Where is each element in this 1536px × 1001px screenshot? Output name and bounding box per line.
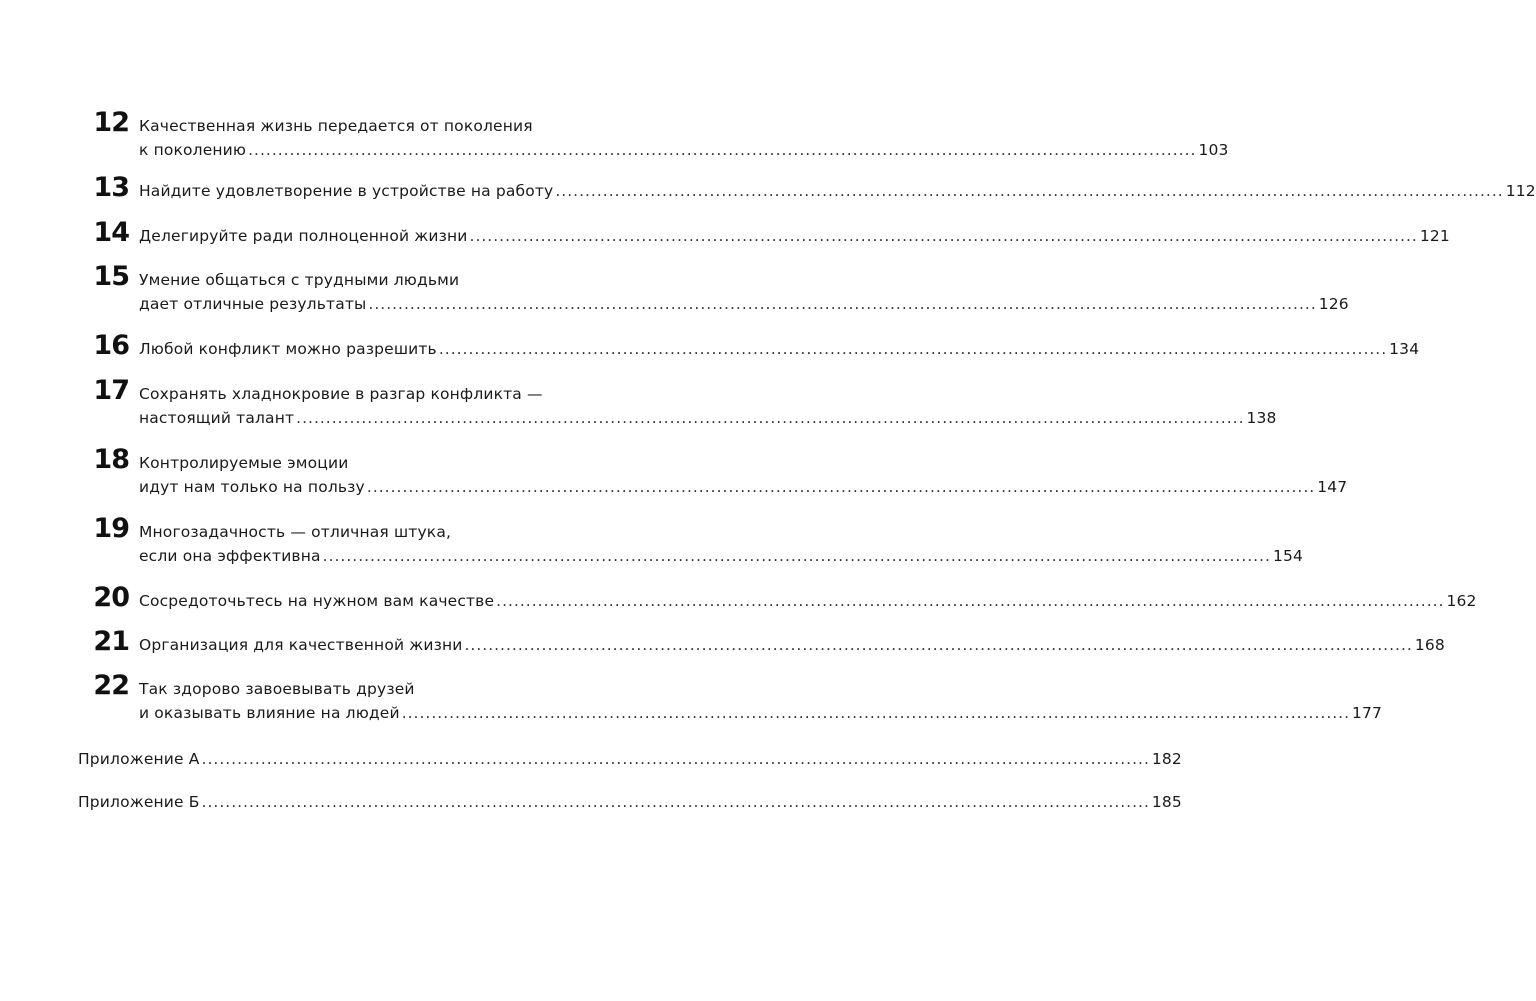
toc-line: [139, 180, 1536, 202]
page-number: 185: [1151, 793, 1182, 811]
toc-line: [78, 748, 1182, 770]
chapter-number: 15: [93, 261, 129, 292]
dot-leader: ................................................................................................................................................................: [469, 227, 1418, 245]
toc-line: [139, 225, 1450, 247]
toc-line: [139, 634, 1445, 656]
chapter-number: 22: [93, 670, 129, 701]
page-number: 162: [1446, 592, 1477, 610]
toc-line: [139, 338, 1420, 360]
toc-line: [139, 476, 1348, 498]
dot-leader: ................................................................................................................................................................: [401, 704, 1351, 722]
page-number: 134: [1389, 340, 1420, 358]
page-number: 168: [1414, 636, 1445, 654]
chapter-number: 21: [93, 626, 129, 657]
chapter-title: Любой конфликт можно разрешить: [139, 340, 437, 358]
chapter-title: дает отличные результаты: [139, 295, 367, 313]
chapter-title: Делегируйте ради полноценной жизни: [139, 227, 468, 245]
chapter-title: к поколению: [139, 141, 247, 159]
appendix-title: Приложение А: [78, 750, 200, 768]
toc-line: [139, 702, 1383, 724]
toc-line: [139, 590, 1477, 612]
dot-leader: ................................................................................................................................................................: [201, 750, 1150, 768]
chapter-title: Умение общаться с трудными людьми: [139, 271, 460, 289]
toc-line: [78, 791, 1182, 813]
chapter-title: Контролируемые эмоции: [139, 454, 349, 472]
toc-line: [139, 521, 609, 543]
dot-leader: ................................................................................................................................................................: [368, 295, 1317, 313]
chapter-number: 13: [93, 172, 129, 203]
chapter-title: если она эффективна: [139, 547, 321, 565]
page-number: 103: [1198, 141, 1229, 159]
page-number: 177: [1352, 704, 1383, 722]
page-number: 126: [1318, 295, 1349, 313]
chapter-title: Так здорово завоевывать друзей: [139, 680, 415, 698]
dot-leader: ................................................................................................................................................................: [322, 547, 1271, 565]
chapter-title: и оказывать влияние на людей: [139, 704, 400, 722]
toc-line: [139, 545, 1304, 567]
chapter-title: настоящий талант: [139, 409, 295, 427]
toc-line: [139, 383, 609, 405]
toc-line: [139, 139, 1229, 161]
toc-line: [139, 115, 609, 137]
page-number: 154: [1272, 547, 1304, 565]
chapter-number: 17: [93, 375, 129, 406]
toc-line: [139, 452, 609, 474]
dot-leader: ................................................................................................................................................................: [555, 182, 1504, 200]
dot-leader: ................................................................................................................................................................: [438, 340, 1388, 358]
chapter-title: Сохранять хладнокровие в разгар конфликта —: [139, 385, 543, 403]
chapter-number: 16: [93, 330, 129, 361]
chapter-title: Многозадачность — отличная штука,: [139, 523, 452, 541]
toc-line: [139, 407, 1277, 429]
toc-line: [139, 293, 1349, 315]
chapter-title: Качественная жизнь передается от поколения: [139, 117, 533, 135]
dot-leader: ................................................................................................................................................................: [248, 141, 1197, 159]
page-number: 112: [1505, 182, 1536, 200]
dot-leader: ................................................................................................................................................................: [296, 409, 1245, 427]
page-number: 147: [1317, 478, 1348, 496]
dot-leader: ................................................................................................................................................................: [496, 592, 1445, 610]
chapter-title: идут нам только на пользу: [139, 478, 365, 496]
appendix-title: Приложение Б: [78, 793, 200, 811]
page-number: 182: [1151, 750, 1182, 768]
chapter-number: 18: [93, 444, 129, 475]
chapter-number: 14: [93, 217, 129, 248]
chapter-title: Организация для качественной жизни: [139, 636, 463, 654]
dot-leader: ................................................................................................................................................................: [366, 478, 1316, 496]
chapter-title: Найдите удовлетворение в устройстве на работу: [139, 182, 554, 200]
toc-line: [139, 678, 609, 700]
chapter-number: 19: [93, 513, 129, 544]
chapter-number: 12: [93, 107, 129, 138]
dot-leader: ................................................................................................................................................................: [201, 793, 1150, 811]
chapter-title: Сосредоточьтесь на нужном вам качестве: [139, 592, 495, 610]
dot-leader: ................................................................................................................................................................: [464, 636, 1413, 654]
toc-line: [139, 269, 609, 291]
page-number: 121: [1419, 227, 1450, 245]
page-number: 138: [1246, 409, 1277, 427]
chapter-number: 20: [93, 582, 129, 613]
